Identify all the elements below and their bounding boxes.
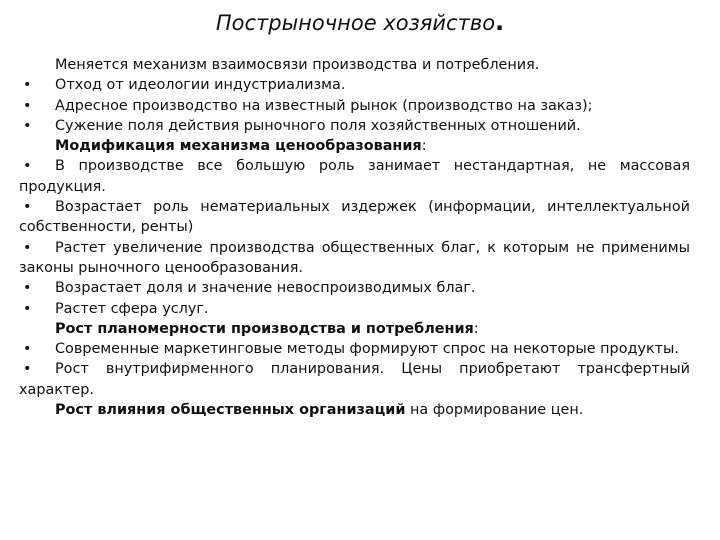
bullet-icon: •: [23, 158, 32, 175]
heading-suffix: на формирование цен.: [405, 402, 584, 419]
document-body: [19, 55, 690, 420]
heading-colon: :: [473, 320, 479, 337]
page-title: [0, 8, 720, 36]
list-item-text: Адресное производство на известный рынок (производство на заказ);: [55, 97, 593, 114]
section-heading-planning: [19, 319, 690, 339]
list-item-text: Сужение поля действия рыночного поля хозяйственных отношений.: [55, 117, 581, 134]
list-item: [19, 278, 690, 298]
list-item: [19, 339, 690, 359]
list-item-text: Современные маркетинговые методы формируют спрос на некоторые продукты.: [55, 341, 679, 358]
title-text: Пострыночное хозяйство: [215, 11, 496, 35]
list-item-text: Растет увеличение производства общественных благ, к которым не применимы законы рыночного ценообразования.: [19, 239, 690, 276]
list-item: [19, 197, 690, 238]
section-heading-organizations: [19, 400, 690, 420]
title-dot: .: [495, 8, 505, 36]
bullet-icon: •: [23, 361, 32, 378]
list-item-text: Возрастает доля и значение невоспроизводимых благ.: [55, 280, 476, 297]
section-heading-text: Рост планомерности производства и потребления: [55, 320, 474, 337]
list-item: [19, 156, 690, 197]
bullet-icon: •: [23, 117, 32, 134]
heading-colon: :: [421, 138, 427, 155]
bullet-icon: •: [23, 199, 32, 216]
section-heading-text: Модификация механизма ценообразования: [55, 138, 422, 155]
section-heading-text: Меняется механизм взаимосвязи производства и потребления.: [55, 57, 540, 73]
section-heading-text: Рост влияния общественных организаций: [55, 402, 406, 419]
bullet-icon: •: [23, 77, 32, 94]
list-item-text: В производстве все большую роль занимает нестандартная, не массовая продукция.: [19, 158, 690, 195]
list-item-text: Отход от идеологии индустриализма.: [55, 77, 346, 94]
bullet-icon: •: [23, 280, 32, 297]
bullet-icon: •: [23, 300, 32, 317]
list-item: [19, 116, 690, 136]
list-item: [19, 238, 690, 279]
list-item-text: Рост внутрифирменного планирования. Цены приобретают трансфертный характер.: [19, 361, 690, 398]
list-item: [19, 299, 690, 319]
list-item-text: Растет сфера услуг.: [55, 300, 209, 317]
list-item: [19, 359, 690, 400]
list-item-text: Возрастает роль нематериальных издержек (информации, интеллектуальной собственности, ренты): [19, 199, 690, 236]
section-heading-pricing: [19, 136, 690, 156]
list-item: [19, 75, 690, 95]
bullet-icon: •: [23, 97, 32, 114]
section-heading-mechanism: [19, 55, 690, 75]
bullet-icon: •: [23, 341, 32, 358]
list-item: [19, 96, 690, 116]
bullet-icon: •: [23, 239, 32, 256]
